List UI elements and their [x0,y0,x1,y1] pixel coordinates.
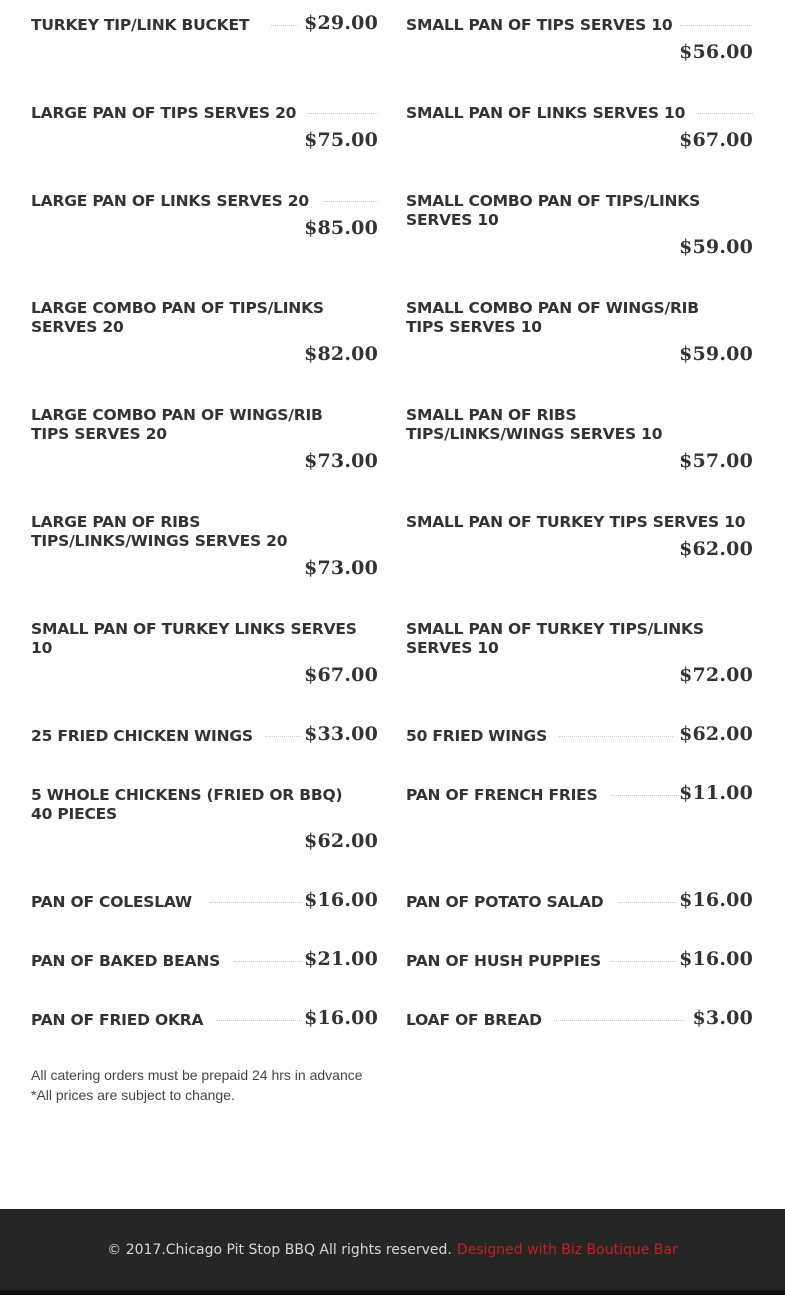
menu-item-price: $75.00 [304,129,378,151]
menu-item [31,784,378,856]
menu-item-name: SMALL PAN OF TIPS SERVES 10 [406,16,673,34]
menu-item-price: $33.00 [304,723,378,745]
site-footer [0,1209,785,1290]
designer-link[interactable]: Designed with Biz Boutique Bar [456,1241,678,1258]
price-change-note: *All prices are subject to change. [31,1087,235,1103]
menu-item-name: PAN OF FRENCH FRIES [406,786,598,804]
menu-item [406,297,753,369]
dotted-leader [696,113,753,114]
menu-item-price: $62.00 [679,723,753,745]
catering-notes [31,1065,363,1105]
menu-item-name: PAN OF BAKED BEANS [31,952,221,970]
menu-item [31,102,378,156]
menu-item-price: $56.00 [679,41,753,63]
dotted-leader [680,25,752,26]
menu-item [31,1009,378,1039]
menu-item [406,14,753,68]
menu-item-name: 25 FRIED CHICKEN WINGS [31,727,253,745]
menu-item-price: $3.00 [692,1007,753,1029]
menu-item-price: $11.00 [679,782,753,804]
menu-item [406,190,753,262]
menu-item-name: PAN OF POTATO SALAD [406,893,604,911]
menu-item-price: $57.00 [679,450,753,472]
menu-item [31,404,378,476]
dotted-leader [611,795,681,796]
dotted-leader [265,736,301,737]
menu-item-price: $73.00 [304,450,378,472]
dotted-leader [559,736,673,737]
menu-item [406,102,753,156]
menu-item [31,618,378,690]
dotted-leader [216,1020,302,1021]
bottom-bar [0,1290,785,1295]
menu-item-price: $16.00 [679,889,753,911]
menu-item-name: LOAF OF BREAD [406,1011,542,1029]
menu-item-price: $85.00 [304,217,378,239]
menu-item-name: SMALL PAN OF TURKEY TIPS SERVES 10 [406,513,746,531]
dotted-leader [619,902,677,903]
menu-item-name: LARGE PAN OF LINKS SERVES 20 [31,192,309,210]
menu-item-name: PAN OF HUSH PUPPIES [406,952,601,970]
menu-item-name: SMALL COMBO PAN OF TIPS/LINKS SERVES 10 [406,192,701,229]
menu-item-price: $21.00 [304,948,378,970]
dotted-leader [308,113,378,114]
menu-item-name: SMALL COMBO PAN OF WINGS/RIB TIPS SERVES 10 [406,299,699,336]
menu-item-price: $59.00 [679,236,753,258]
menu-item [406,404,753,476]
menu-item-price: $67.00 [304,664,378,686]
menu-item [31,190,378,244]
menu-item-price: $29.00 [304,12,378,34]
menu-item [406,725,753,755]
dotted-leader [210,902,302,903]
menu-item-name: 50 FRIED WINGS [406,727,548,745]
menu-item-name: SMALL PAN OF RIBS TIPS/LINKS/WINGS SERVES 10 [406,406,663,443]
menu-item-price: $59.00 [679,343,753,365]
menu-item-name: PAN OF FRIED OKRA [31,1011,204,1029]
menu-item-price: $67.00 [679,129,753,151]
menu-item-name: LARGE PAN OF RIBS TIPS/LINKS/WINGS SERVES 20 [31,513,288,550]
menu-item-name: SMALL PAN OF LINKS SERVES 10 [406,104,686,122]
copyright-text: © 2017.Chicago Pit Stop BBQ All rights reserved. [107,1241,452,1258]
menu-item-price: $16.00 [304,1007,378,1029]
menu-item [406,511,753,565]
menu-item-price: $73.00 [304,557,378,579]
menu-item [31,297,378,369]
menu-item-name: LARGE COMBO PAN OF WINGS/RIB TIPS SERVES 20 [31,406,323,443]
menu-item [406,1009,753,1039]
menu-item [31,950,378,980]
menu-item-price: $16.00 [304,889,378,911]
menu-item [406,618,753,690]
menu-item [31,14,378,44]
menu-item [31,511,378,583]
dotted-leader [554,1020,685,1021]
menu-item [31,725,378,755]
dotted-leader [234,961,302,962]
menu-item-price: $82.00 [304,343,378,365]
menu-item-price: $16.00 [679,948,753,970]
dotted-leader [324,201,378,202]
prepaid-note: All catering orders must be prepaid 24 hrs in advance [31,1067,363,1083]
menu-item-name: LARGE PAN OF TIPS SERVES 20 [31,104,297,122]
menu-item-name: SMALL PAN OF TURKEY LINKS SERVES 10 [31,620,357,657]
menu-item [406,950,753,980]
menu-item [406,784,753,814]
menu-item [31,891,378,921]
menu-item-name: 5 WHOLE CHICKENS (FRIED OR BBQ) 40 PIECES [31,786,343,823]
dotted-leader [611,961,677,962]
menu-item [406,891,753,921]
menu-item-price: $62.00 [679,538,753,560]
menu-item-name: LARGE COMBO PAN OF TIPS/LINKS SERVES 20 [31,299,324,336]
menu-item-price: $62.00 [304,830,378,852]
menu-item-name: PAN OF COLESLAW [31,893,192,911]
menu-item-name: TURKEY TIP/LINK BUCKET [31,16,250,34]
menu-item-name: SMALL PAN OF TURKEY TIPS/LINKS SERVES 10 [406,620,704,657]
dotted-leader [271,25,298,26]
menu-item-price: $72.00 [679,664,753,686]
